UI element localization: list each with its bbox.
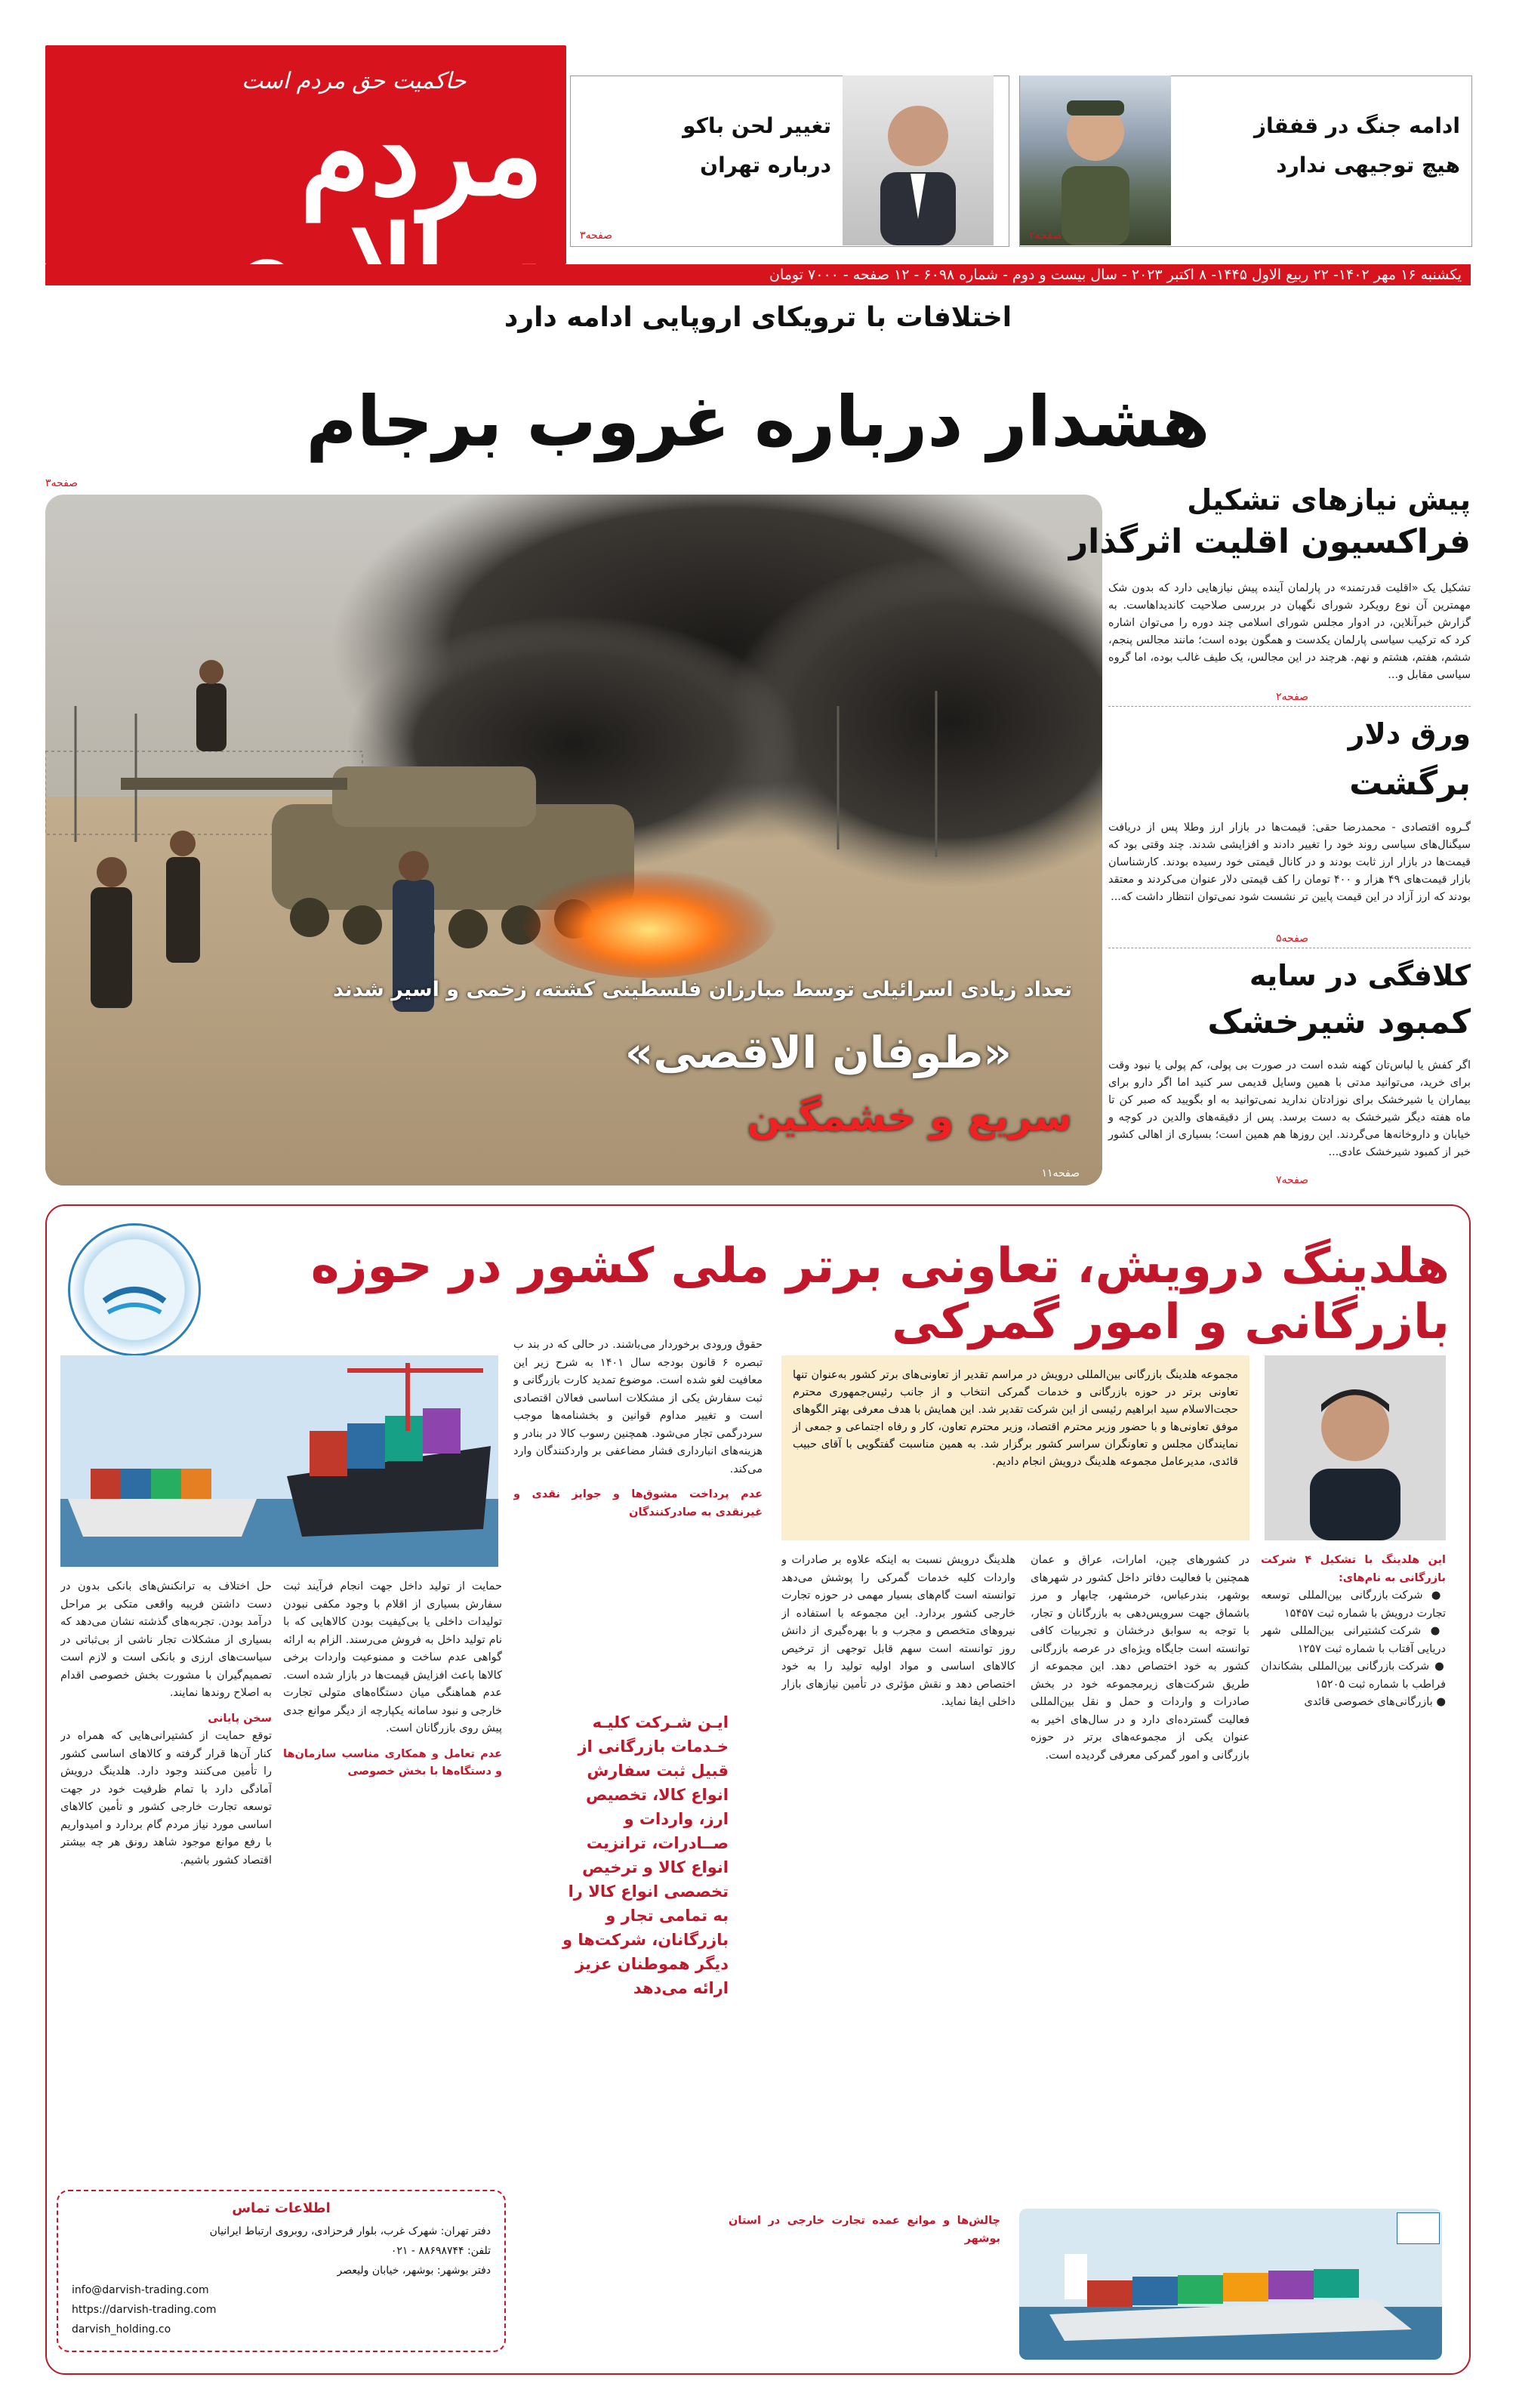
photo-caption-sub: سریع و خشمگین	[747, 1095, 1072, 1140]
article-column-4-heading: عدم تعامل و همکاری مناسب سازمان‌ها و دستگاه‌ها با بخش خصوصی	[283, 1747, 502, 1777]
photo-caption-title[interactable]: «طوفان الاقصی»	[624, 1027, 1012, 1078]
brief-title-2b[interactable]: برگشت	[1349, 764, 1471, 803]
teaser-title-line2: هیچ توجیهی ندارد	[1276, 153, 1460, 177]
companies-heading: این هلدینگ با تشکیل ۴ شرکت بازرگانی به نام‌های:	[1261, 1554, 1446, 1584]
lead-page-ref: صفحه۳	[45, 477, 79, 489]
cargo-ship-photo	[60, 1355, 498, 1567]
article-column-1: در کشورهای چین، امارات، عراق و عمان همچنین با فعالیت دفاتر داخل کشور در شهرهای بوشهر، بندرعباس، خرمشهر، چابهار و مرز باشماق جهت سرویس‌دهی به بازرگانان و تجار، با توجه به سوابق درخشان و تجربیات کافی توانسته است جایگاه ویژه‌ای در عرصه بازرگانی کشور به خود اختصاص دهد. این مجموعه از طریق شرکت‌های زیرمجموعه خود در بخش صادرات و واردات و حمل و نقل بین‌المللی فعالیت گسترده‌ای دارد و در سال‌های اخیر به عنوان یکی از مجموعه‌های برتر در حوزه بازرگانی و امور گمرکی معرفی گردیده است.	[1031, 1554, 1249, 1762]
brief-page-ref-3: صفحه۷	[1276, 1174, 1309, 1186]
brief-title-1b[interactable]: فراکسیون اقلیت اثرگذار	[1068, 523, 1471, 561]
contact-website[interactable]: https://darvish-trading.com	[72, 2304, 217, 2316]
teaser-page-ref: صفحه۲	[1029, 230, 1062, 242]
contact-instagram[interactable]: darvish_holding.co	[72, 2323, 171, 2336]
burning-tank-photo	[45, 495, 1102, 1186]
ceo-portrait	[1265, 1355, 1446, 1540]
challenges-heading: چالش‌ها و موانع عمده تجارت خارجی در استان بوشهر	[729, 2215, 1000, 2245]
lead-kicker: اختلافات با ترویکای اروپایی ادامه دارد	[504, 302, 1012, 333]
divider	[1108, 706, 1471, 707]
bsl-logo-icon	[1397, 2212, 1440, 2244]
general-portrait-icon	[1020, 76, 1171, 245]
article-column-3-heading: عدم پرداخت مشوق‌ها و جوایز نقدی و غیرنقدی به صادرکنندگان	[513, 1488, 763, 1518]
brief-page-ref-2: صفحه۵	[1276, 933, 1309, 945]
contact-title: اطلاعات تماس	[232, 2200, 331, 2216]
teaser-title-line1: ادامه جنگ در قفقاز	[1253, 113, 1460, 138]
advert-intro: مجموعه هلدینگ بازرگانی بین‌المللی درویش در مراسم تقدیر از تعاونی‌های برتر کشور به‌عنوان تنها تعاونی برتر در حوزه بازرگانی و خدمات گمرکی انتخاب و از جانب رئیس‌جمهوری محترم حجت‌الاسلام سید ابراهیم رئیسی از این شرکت تقدیر شد. این همایش با هدف معرفی بهتر الگوهای موفق تعاونی‌ها و با حضور وزیر محترم اقتصاد، وزیر محترم تعاون، کار و رفاه اجتماعی و جمعی از نمایندگان مجلس و تعاونگران سراسر کشور برگزار شد. به همین مناسبت گفتگویی با آقای حبیب قائدی، مدیرعامل مجموعه هلدینگ درویش انجام دادیم.	[781, 1355, 1249, 1540]
ceo-portrait-icon	[1265, 1355, 1446, 1540]
large-container-ship-icon	[1019, 2209, 1442, 2360]
container-ship-icon	[60, 1355, 498, 1567]
article-column-4	[283, 1578, 502, 2175]
contact-box	[57, 2190, 506, 2352]
teaser-photo	[1020, 76, 1171, 245]
brief-title-3b[interactable]: کمبود شیرخشک	[1207, 1003, 1471, 1041]
contact-tehran-office: دفتر تهران: شهرک غرب، بلوار فرحزادی، روبروی ارتباط ایرانیان	[209, 2225, 491, 2237]
brief-body-2: گـروه اقتصادی - محمدرضا حقی: قیمت‌ها در بازار ارز وطلا پس از دریافت سیگنال‌های سیاسی روند خود را تغییر دادند و افزایشی شدند. چند وقتی بود که قیمت‌ها در بازار ارز ثابت بودند و در کانال قیمتی خود رسیده بودند. کارشناسان بازار قیمت‌های ۴۹ هزار و ۴۰۰ تومان را کف قیمتی دلار عنوان می‌کردند و معتقد بودند که ارز آزاد در این قیمت پایین تر نشست شود نمی‌توان انتظار داشت که...	[1108, 822, 1471, 903]
pull-quote: ایـن شـرکت کلیـه خـدمات بازرگانی از قبیل ثبت سفارش انواع کالا، تخصیص ارز، واردات و صــادرات، ترانزیت انواع کالا و ترخیص تخصصی انواع کالا را به تمامی تجار و بازرگانان، شرکت‌ها و دیگر هموطنان عزیز ارائه می‌دهد	[562, 1713, 729, 1997]
president-portrait-icon	[843, 76, 994, 245]
brief-title-3a[interactable]: کلافگی در سایه	[1249, 959, 1471, 992]
article-column-3	[513, 1337, 763, 1729]
company-item: ● شرکت بازرگانی بین‌المللی بشکاندان فراطب با شماره ثبت ۱۵۲۰۵	[1261, 1660, 1446, 1691]
closing-text: توقع حمایت از کشتیرانی‌هایی که همراه در کنار آن‌ها قرار گرفته و کالاهای اساسی کشور را تأمین می‌کنند وجود دارد. هلدینگ درویش آمادگی دارد با تمام ظرفیت خود در جهت توسعه تجارت خارجی کشور و تأمین کالاهای اساسی مورد نیاز مردم گام بردارد و امیدواریم با رفع موانع موجود شاهد رونق هر چه بیشتر اقتصاد کشور باشیم.	[60, 1730, 272, 1867]
closing-heading: سخن پایانی	[208, 1712, 272, 1725]
article-column-4-text: حمایت از تولید داخل جهت انجام فرآیند ثبت سفارش بسیاری از اقلام با وجود مکفی نبودن تولیدات داخلی یا بی‌کیفیت بودن کالاهایی که با نام تولید داخل به فروش می‌رسند. الزام به ارائه گواهی عدم ساخت و ممنوعیت واردات برخی کالاها باعث افزایش قیمت‌ها در بازار شده است. عدم هماهنگی میان دستگاه‌های متولی تجارت خارجی و نبود سامانه یکپارچه از دیگر موانع جدی پیش روی بازرگانان است.	[283, 1580, 502, 1734]
lead-headline[interactable]: هشدار درباره غروب برجام	[306, 381, 1210, 462]
newspaper-logo: مردم	[300, 88, 544, 221]
brief-body-3: اگر کفش یا لباس‌تان کهنه شده است در صورت بی پولی، کم پولی یا نبود وقت برای خرید، می‌توانید مدتی با همین وسایل قدیمی سر کنید اما اگر دارو برای بیماران یا شیرخشک برای نوزادتان ندارید نمی‌توانید به او بگویید که صبر کن تا ماه هفته دیگر شیرخشک به دست برسد. پس از دقیقه‌های والدین در کوچه و خیابان و داروخانه‌ها می‌گردند. این روزها هم همین است؛ بسیاری از اهالی کشور خبر از کمبود شیرخشک عادی...	[1108, 1059, 1471, 1158]
photo-caption-small: تعداد زیادی اسرائیلی توسط مبارزان فلسطینی کشته، زخمی و اسیر شدند	[332, 978, 1072, 1001]
masthead-slogan: حاکمیت حق مردم است	[242, 68, 467, 94]
main-photo	[45, 495, 1102, 1186]
bottom-ship-photo	[1019, 2209, 1442, 2360]
brief-body-1: تشکیل یک «اقلیت قدرتمند» در پارلمان آینده پیش نیازهایی دارد که بدون شک مهمترین آن نوع رویکرد شورای نگهبان در بررسی صلاحیت کاندیداهاست. به گزارش خبرآنلاین، در ادوار مجلس شورای اسلامی چند دوره را می‌توان اشاره کرد که ترکیب سیاسی پارلمان یکدست و همگون بوده است؛ مانند مجالس پنجم، ششم، هفتم، هشتم و نهم. هرچند در این مجالس، یک طیف غالب بوده، اما گروه سیاسی مقابل و...	[1108, 582, 1471, 681]
company-item: ● شرکت بازرگانی بین‌المللی توسعه تجارت درویش با شماره ثبت ۱۵۴۵۷	[1261, 1589, 1446, 1620]
company-item: ● شرکت کشتیرانی بین‌المللی شهر دریایی آفتاب با شماره ثبت ۱۲۵۷	[1261, 1625, 1446, 1655]
teaser-title-line1: تغییر لحن باکو	[683, 113, 831, 138]
article-column-5-text: حل اختلاف به ترانکنش‌های بانکی بدون در دست داشتن فریبه واقعی متکی بر مراحل درآمد بودن. تجربه‌های گذشته نشان می‌دهد که بسیاری از مشکلات تجار ناشی از بی‌ثباتی در سیاست‌های ارزی و بانکی است و لازم است تصمیم‌گیران با مشورت بخش خصوصی اقدام به اصلاح روندها نمایند.	[60, 1580, 272, 1699]
contact-email[interactable]: info@darvish-trading.com	[72, 2284, 209, 2296]
teaser-caucasus[interactable]	[1019, 76, 1472, 247]
teaser-page-ref: صفحه۳	[580, 230, 613, 242]
contact-bushehr-office: دفتر بوشهر: بوشهر، خیابان ولیعصر	[337, 2265, 491, 2277]
article-column-5	[60, 1578, 272, 2175]
brief-title-1a[interactable]: پیش نیازهای تشکیل	[1187, 483, 1471, 516]
teaser-title-line2: درباره تهران	[700, 153, 831, 177]
brief-page-ref-1: صفحه۲	[1276, 691, 1309, 703]
teaser-baku[interactable]	[570, 76, 1009, 247]
article-column-3-text: حقوق ورودی برخوردار می‌باشند. در حالی که در بند ب تبصره ۶ قانون بودجه سال ۱۴۰۱ به شرح زیر این معافیت لغو شده است. موضوع تمدید کارت بازرگانی و ثبت سفارش یکی از مشکلات اساسی فعالان اقتصادی است و تغییر مداوم قوانین و بخشنامه‌ها موجب سردرگمی تجار می‌شود. همچنین رسوب کالا در بنادر و هزینه‌های انبارداری فشار مضاعفی بر واردکنندگان وارد می‌کند.	[513, 1339, 763, 1475]
advert-title[interactable]: هلدینگ درویش، تعاونی برتر ملی کشور در حوزه بازرگانی و امور گمرکی	[310, 1238, 1450, 1350]
teaser-photo	[843, 76, 994, 245]
dateline: یکشنبه ۱۶ مهر ۱۴۰۲- ۲۲ ربیع الاول ۱۴۴۵- ۸ اکتبر ۲۰۲۳ - سال بیست و دوم - شماره ۶۰۹۸ - ۱۲ صفحه - ۷۰۰۰ تومان	[45, 264, 1471, 285]
companies-column	[1261, 1552, 1446, 2175]
brief-title-2a[interactable]: ورق دلار	[1348, 717, 1471, 751]
article-column-2: هلدینگ درویش نسبت به اینکه علاوه بر صادرات و واردات کلیه خدمات گمرکی را پوشش می‌دهد توانسته است گام‌های بسیار مهمی در حوزه تجارت خارجی کشور بردارد. این مجموعه با استفاده از نیروهای متخصص و مجرب و با بهره‌گیری از دانش روز توانسته است سهم قابل توجهی از ترخیص کالاهای اساسی و مواد اولیه تولید را به خود اختصاص دهد و نقش مؤثری در تأمین نیازهای بازار داخلی ایفا نماید.	[781, 1554, 1015, 1708]
company-item: ● بازرگانی‌های خصوصی قائدی	[1304, 1696, 1446, 1708]
photo-page-ref: صفحه۱۱	[1041, 1167, 1080, 1179]
masthead	[45, 45, 566, 264]
contact-tehran-phone[interactable]: تلفن: ۸۸۶۹۸۷۴۴ - ۰۲۱	[390, 2245, 491, 2257]
